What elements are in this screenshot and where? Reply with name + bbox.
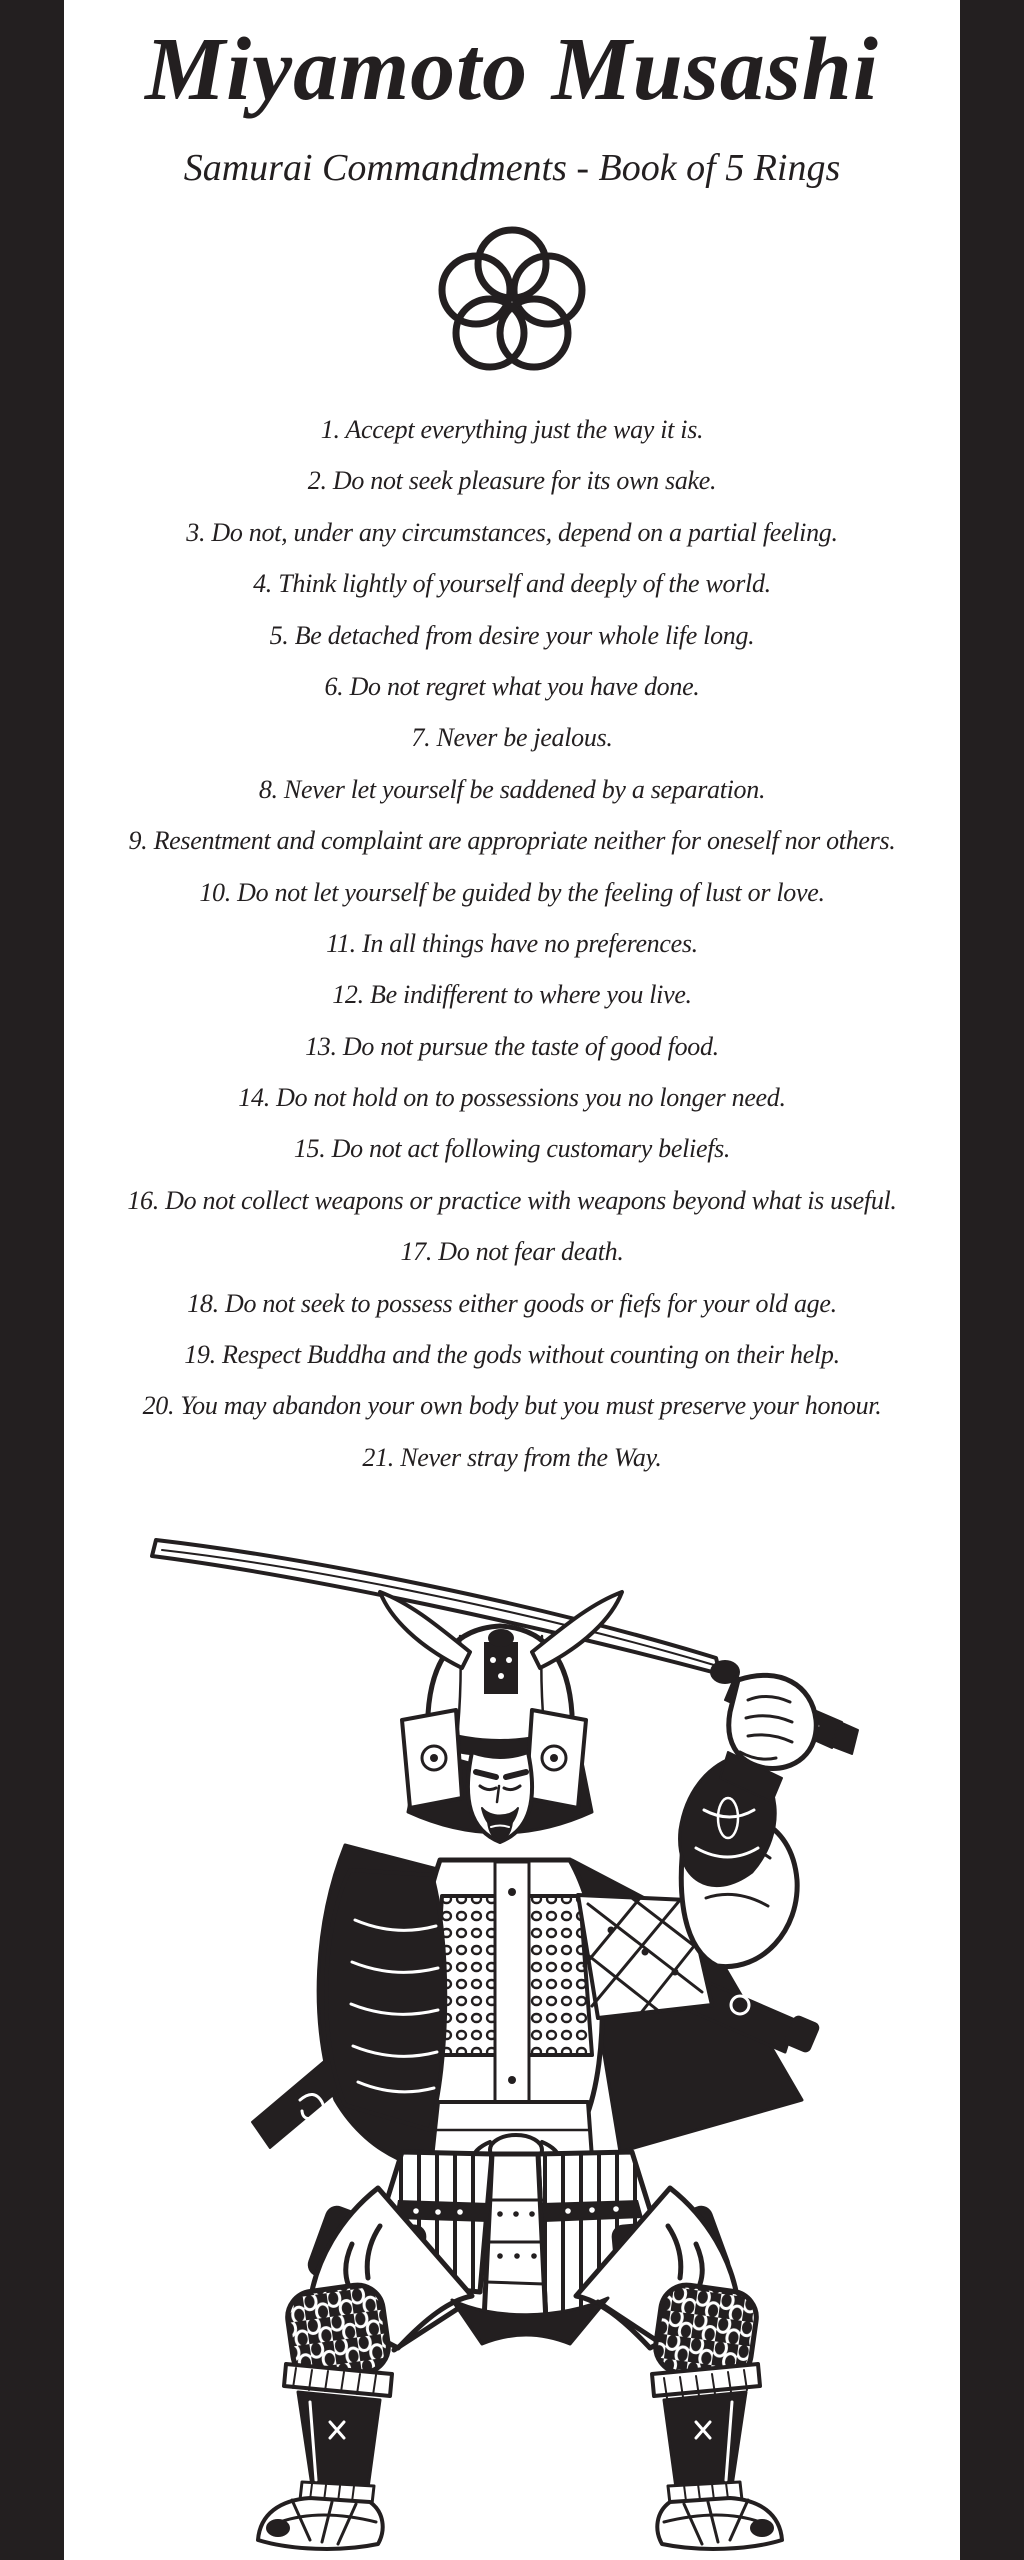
left-border-bar bbox=[0, 0, 64, 2560]
commandment-line: 4. Think lightly of yourself and deeply of the world. bbox=[253, 569, 771, 599]
commandment-line: 9. Resentment and complaint are appropriate neither for oneself nor others. bbox=[128, 826, 896, 856]
commandment-line: 3. Do not, under any circumstances, depend on a partial feeling. bbox=[186, 517, 838, 547]
commandment-line: 8. Never let yourself be saddened by a separation. bbox=[258, 774, 766, 804]
samurai-illustration bbox=[140, 1500, 900, 2560]
poster-subtitle: Samurai Commandments - Book of 5 Rings bbox=[183, 147, 841, 189]
commandments-list bbox=[64, 404, 960, 1483]
commandment-line: 1. Accept everything just the way it is. bbox=[320, 415, 704, 444]
commandment-line: 21. Never stray from the Way. bbox=[362, 1442, 662, 1472]
five-rings-emblem bbox=[432, 222, 592, 382]
commandment-line: 7. Never be jealous. bbox=[411, 723, 613, 753]
commandment-line: 12. Be indifferent to where you live. bbox=[332, 980, 692, 1010]
commandment-line: 19. Respect Buddha and the gods without counting on their help. bbox=[184, 1340, 840, 1370]
right-border-bar bbox=[960, 0, 1024, 2560]
commandment-line: 5. Be detached from desire your whole life long. bbox=[269, 620, 755, 650]
commandment-line: 14. Do not hold on to possessions you no longer need. bbox=[238, 1083, 786, 1113]
commandment-line: 10. Do not let yourself be guided by the feeling of lust or love. bbox=[199, 877, 825, 907]
commandment-line: 13. Do not pursue the taste of good food. bbox=[305, 1031, 719, 1061]
commandment-line: 6. Do not regret what you have done. bbox=[324, 671, 700, 701]
commandment-line: 20. You may abandon your own body but you must preserve your honour. bbox=[142, 1391, 882, 1421]
commandment-line: 2. Do not seek pleasure for its own sake. bbox=[307, 466, 717, 496]
commandment-line: 16. Do not collect weapons or practice with weapons beyond what is useful. bbox=[127, 1185, 897, 1215]
commandment-line: 17. Do not fear death. bbox=[400, 1237, 624, 1267]
commandment-line: 11. In all things have no preferences. bbox=[326, 928, 698, 958]
commandment-line: 18. Do not seek to possess either goods or fiefs for your old age. bbox=[187, 1288, 837, 1318]
commandment-line: 15. Do not act following customary beliefs. bbox=[293, 1134, 731, 1164]
poster-title: Miyamoto Musashi bbox=[145, 20, 879, 119]
